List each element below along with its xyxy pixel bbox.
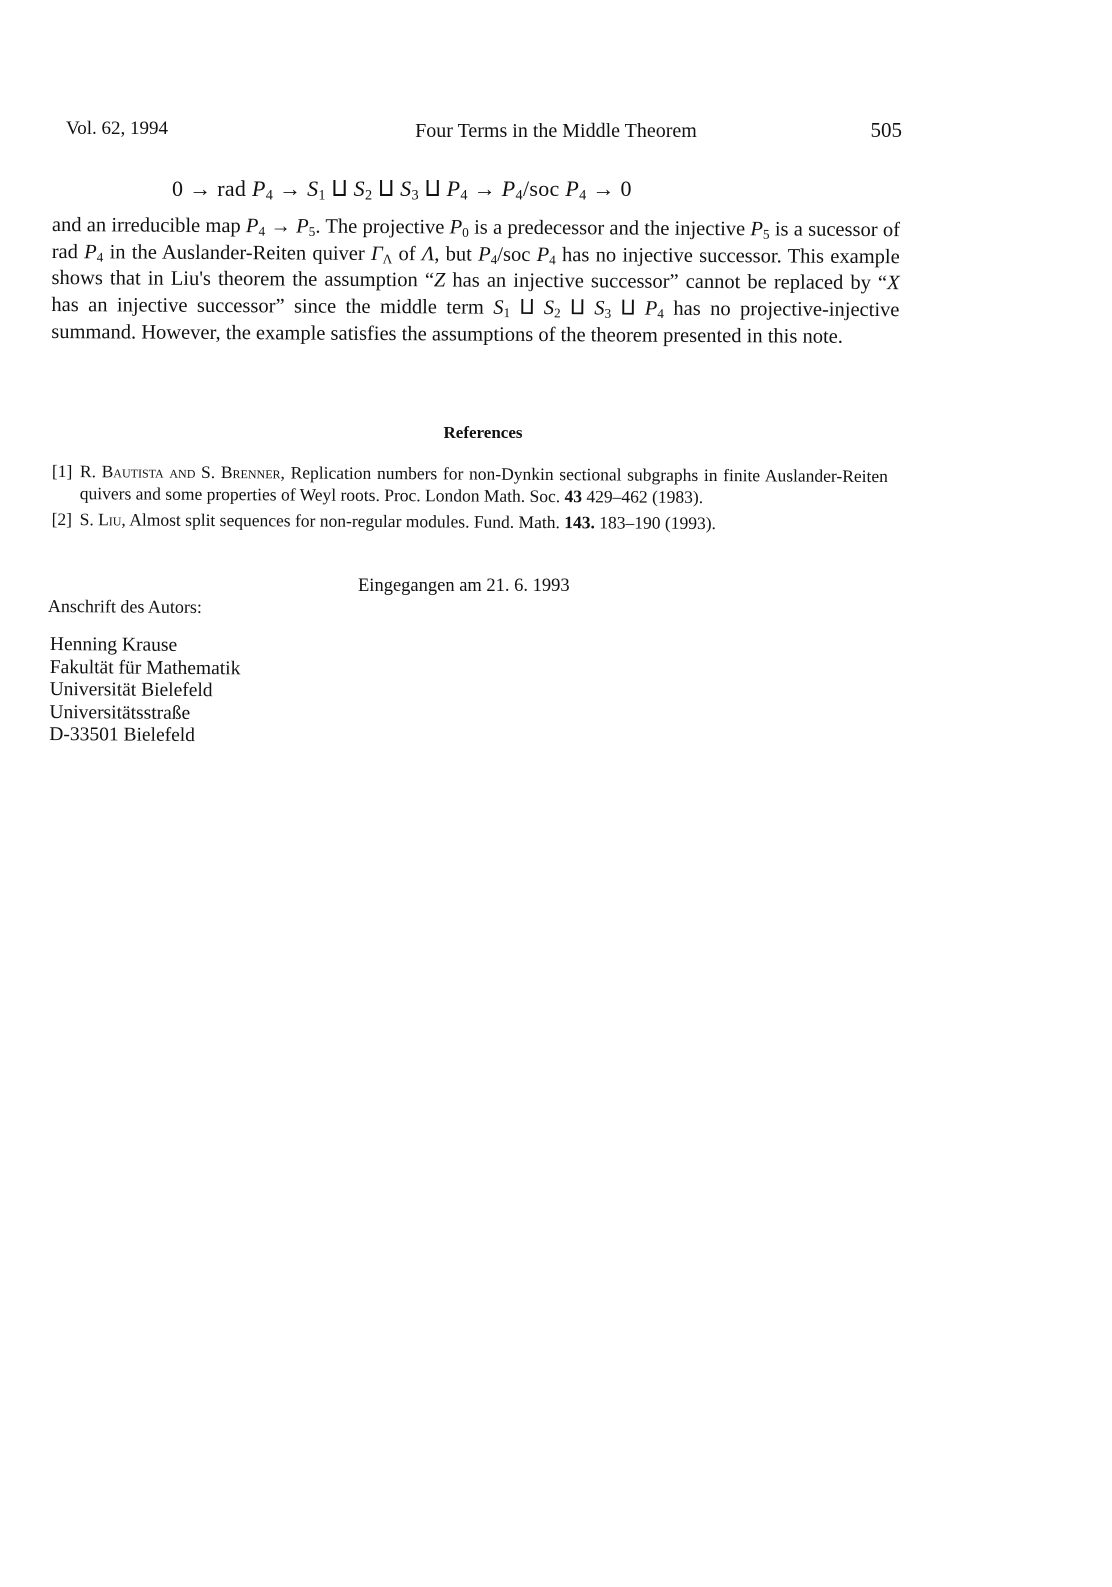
reference-number: [1] bbox=[51, 460, 73, 482]
author-address bbox=[49, 634, 240, 748]
reference-item bbox=[52, 460, 888, 509]
references-heading: References bbox=[443, 423, 523, 442]
reference-authors: S. Liu, bbox=[79, 509, 126, 530]
reference-pages: 183–190 (1993). bbox=[599, 512, 717, 534]
address-line: Universität Bielefeld bbox=[49, 679, 213, 702]
address-line: Universitätsstraße bbox=[49, 701, 191, 724]
exact-sequence-equation: 0 → rad $P_4 \to S_1$ ⨿ $S_2$ ⨿ $S_3$ ⨿ $P_4 \to P_4/soc$ $P_4 \to 0$ bbox=[172, 176, 632, 204]
reference-volume: 43 bbox=[564, 486, 583, 507]
address-line: Henning Krause bbox=[49, 634, 178, 656]
address-line: Fakultät für Mathematik bbox=[49, 656, 241, 679]
reference-number: [2] bbox=[51, 508, 73, 530]
received-date: Eingegangen am 21. 6. 1993 bbox=[358, 576, 570, 596]
running-header-volume: Vol. 62, 1994 bbox=[66, 118, 169, 139]
reference-text: Almost split sequences for non-regular modules. Fund. Math. bbox=[129, 509, 560, 533]
reference-pages: 429–462 (1983). bbox=[586, 486, 704, 507]
reference-volume: 143. bbox=[564, 512, 595, 533]
address-line: D-33501 Bielefeld bbox=[49, 724, 196, 747]
reference-authors: R. Bautista and S. Brenner, bbox=[79, 461, 286, 483]
reference-text: Replication numbers for non-Dynkin sectional subgraphs in finite Auslander-Reiten quivers and some properties of Weyl roots. Proc. London Math. Soc. bbox=[79, 462, 888, 507]
references-list bbox=[52, 460, 888, 539]
reference-item bbox=[52, 508, 888, 535]
running-header-title: Four Terms in the Middle Theorem bbox=[415, 120, 697, 142]
page-number: 505 bbox=[870, 118, 902, 142]
address-label: Anschrift des Autors: bbox=[47, 596, 202, 617]
body-paragraph: and an irreducible map $P_4 \to P_5$. The projective $P_0$ is a predecessor and the injective $P_5$ is a sucessor of rad $P_4$ in the Auslander-Reiten quiver $\Gamma_\Lambda$ of Λ, but $P_4$/soc $P_4$ has no injective successor. This example shows that in Liu's theorem the assumption “Z has an injective successor” cannot be replaced by “X has an injective successor” since the middle term $S_1$ ⨿ $S_2$ ⨿ $S_3$ ⨿ $P_4$ has no projective-injective summand. However, the example satisfies the assumptions of the theorem presented in this note. bbox=[51, 213, 901, 348]
